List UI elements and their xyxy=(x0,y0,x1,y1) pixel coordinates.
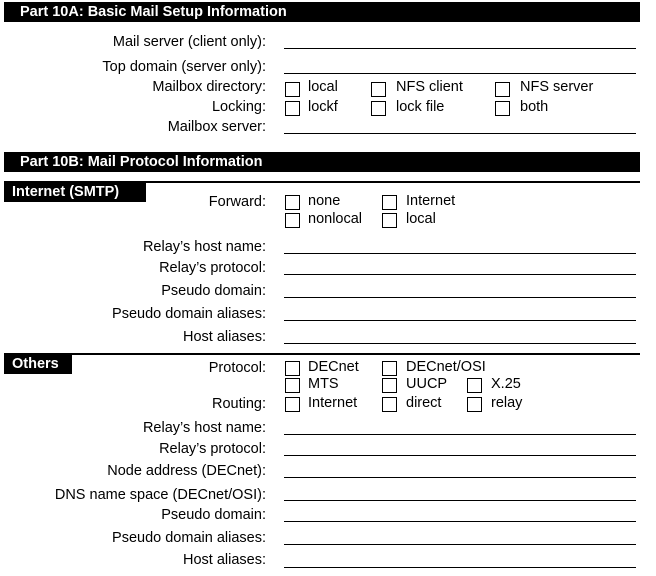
forward-nonlocal-checkbox[interactable] xyxy=(285,213,300,228)
mailbox-nfs-server-checkbox[interactable] xyxy=(495,82,510,97)
smtp-relay-host-field[interactable] xyxy=(284,253,636,254)
others-heading-label: Others xyxy=(12,356,59,372)
dns-name-space-label: DNS name space (DECnet/OSI): xyxy=(54,487,266,503)
forward-none-checkbox[interactable] xyxy=(285,195,300,210)
forward-local-checkbox[interactable] xyxy=(382,213,397,228)
routing-label: Routing: xyxy=(211,396,266,412)
node-address-field[interactable] xyxy=(284,477,636,478)
protocol-decnet-label: DECnet xyxy=(308,359,359,375)
others-host-aliases-field[interactable] xyxy=(284,567,636,568)
smtp-heading xyxy=(4,182,146,202)
others-pseudo-domain-aliases-label: Pseudo domain aliases: xyxy=(112,530,266,546)
part-10b-title: Part 10B: Mail Protocol Information xyxy=(20,154,263,170)
smtp-pseudo-domain-field[interactable] xyxy=(284,297,636,298)
mailbox-local-label: local xyxy=(308,79,338,95)
mailbox-nfs-client-label: NFS client xyxy=(396,79,463,95)
forward-internet-checkbox[interactable] xyxy=(382,195,397,210)
forward-label: Forward: xyxy=(208,194,266,210)
protocol-decnet-osi-checkbox[interactable] xyxy=(382,361,397,376)
mail-server-field[interactable] xyxy=(284,48,636,49)
protocol-x25-label: X.25 xyxy=(491,376,521,392)
mailbox-nfs-client-checkbox[interactable] xyxy=(371,82,386,97)
smtp-pseudo-domain-label: Pseudo domain: xyxy=(161,283,266,299)
others-pseudo-domain-field[interactable] xyxy=(284,521,636,522)
protocol-mts-label: MTS xyxy=(308,376,339,392)
others-relay-host-label: Relay’s host name: xyxy=(142,420,266,436)
smtp-heading-label: Internet (SMTP) xyxy=(12,184,120,200)
smtp-host-aliases-field[interactable] xyxy=(284,343,636,344)
routing-relay-checkbox[interactable] xyxy=(467,397,482,412)
locking-both-label: both xyxy=(520,99,549,115)
top-domain-field[interactable] xyxy=(284,73,636,74)
others-pseudo-domain-aliases-field[interactable] xyxy=(284,544,636,545)
smtp-pseudo-domain-aliases-label: Pseudo domain aliases: xyxy=(112,306,266,322)
part-10a-title: Part 10A: Basic Mail Setup Information xyxy=(20,4,287,20)
forward-nonlocal-label: nonlocal xyxy=(308,211,363,227)
protocol-uucp-label: UUCP xyxy=(406,376,448,392)
protocol-mts-checkbox[interactable] xyxy=(285,378,300,393)
smtp-pseudo-domain-aliases-field[interactable] xyxy=(284,320,636,321)
routing-direct-checkbox[interactable] xyxy=(382,397,397,412)
locking-both-checkbox[interactable] xyxy=(495,101,510,116)
others-pseudo-domain-label: Pseudo domain: xyxy=(161,507,266,523)
mail-server-label: Mail server (client only): xyxy=(112,34,266,50)
mailbox-server-field[interactable] xyxy=(284,133,636,134)
routing-internet-checkbox[interactable] xyxy=(285,397,300,412)
others-divider xyxy=(4,353,640,355)
smtp-host-aliases-label: Host aliases: xyxy=(182,329,266,345)
routing-internet-label: Internet xyxy=(308,395,358,411)
smtp-relay-host-label: Relay’s host name: xyxy=(142,239,266,255)
locking-label: Locking: xyxy=(211,99,266,115)
routing-relay-label: relay xyxy=(491,395,523,411)
forward-none-label: none xyxy=(308,193,341,209)
mailbox-nfs-server-label: NFS server xyxy=(520,79,594,95)
locking-lockf-checkbox[interactable] xyxy=(285,101,300,116)
protocol-decnet-osi-label: DECnet/OSI xyxy=(406,359,486,375)
mailbox-local-checkbox[interactable] xyxy=(285,82,300,97)
part-10a-header xyxy=(4,2,640,22)
part-10b-header xyxy=(4,152,640,172)
smtp-relay-protocol-field[interactable] xyxy=(284,274,636,275)
forward-internet-label: Internet xyxy=(406,193,456,209)
routing-direct-label: direct xyxy=(406,395,442,411)
others-relay-protocol-field[interactable] xyxy=(284,455,636,456)
others-heading xyxy=(4,354,72,374)
dns-name-space-field[interactable] xyxy=(284,500,636,501)
mailbox-server-label: Mailbox server: xyxy=(167,119,266,135)
others-host-aliases-label: Host aliases: xyxy=(182,552,266,568)
others-relay-protocol-label: Relay’s protocol: xyxy=(159,441,266,457)
locking-lockf-label: lockf xyxy=(308,99,338,115)
mailbox-directory-label: Mailbox directory: xyxy=(152,79,266,95)
smtp-relay-protocol-label: Relay’s protocol: xyxy=(159,260,266,276)
locking-lock-file-label: lock file xyxy=(396,99,445,115)
forward-local-label: local xyxy=(406,211,436,227)
protocol-uucp-checkbox[interactable] xyxy=(382,378,397,393)
protocol-decnet-checkbox[interactable] xyxy=(285,361,300,376)
node-address-label: Node address (DECnet): xyxy=(107,463,266,479)
others-relay-host-field[interactable] xyxy=(284,434,636,435)
protocol-label: Protocol: xyxy=(208,360,266,376)
protocol-x25-checkbox[interactable] xyxy=(467,378,482,393)
top-domain-label: Top domain (server only): xyxy=(102,59,266,75)
locking-lock-file-checkbox[interactable] xyxy=(371,101,386,116)
